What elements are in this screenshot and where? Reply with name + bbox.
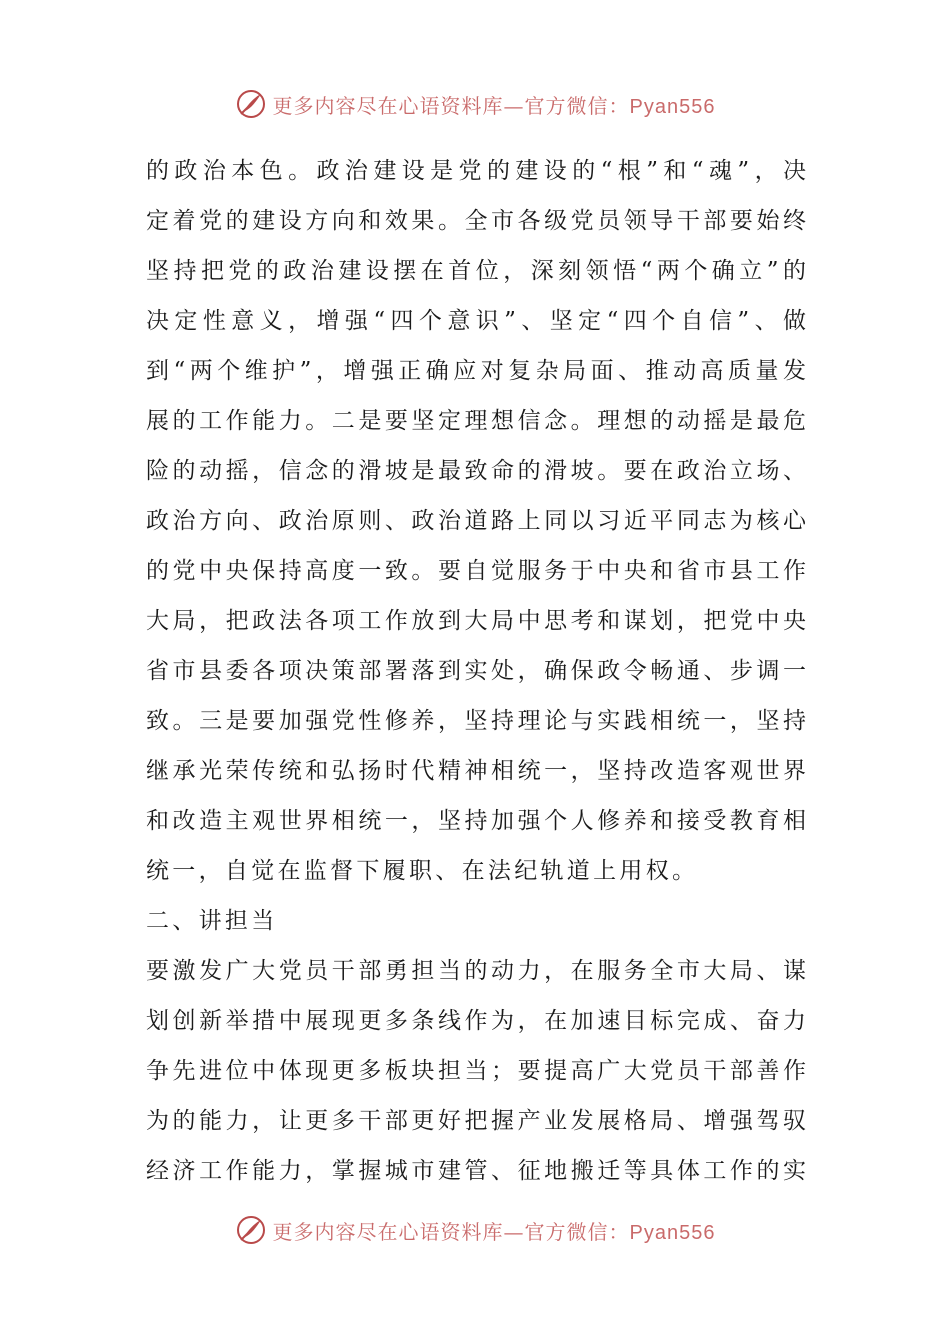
banner-text (273, 90, 716, 119)
text-line: 定着党的建设方向和效果。全市各级党员领导干部要始终 (146, 208, 806, 234)
document-body (146, 146, 806, 1196)
text-line: 要激发广大党员干部勇担当的动力，在服务全市大局、谋 (146, 958, 806, 984)
quill-logo-icon (235, 1214, 267, 1246)
text-line: 的政治本色。政治建设是党的建设的“根”和“魂”，决 (146, 158, 806, 184)
header-watermark (0, 84, 950, 124)
text-line: 省市县委各项决策部署落到实处，确保政令畅通、步调一 (146, 658, 806, 684)
text-line: 险的动摇，信念的滑坡是最致命的滑坡。要在政治立场、 (146, 458, 806, 484)
text-line: 坚持把党的政治建设摆在首位，深刻领悟“两个确立”的 (146, 258, 806, 284)
text-line: 政治方向、政治原则、政治道路上同以习近平同志为核心 (146, 508, 806, 534)
banner-text (273, 1216, 716, 1245)
text-line: 为的能力，让更多干部更好把握产业发展格局、增强驾驭 (146, 1108, 806, 1134)
text-line: 致。三是要加强党性修养，坚持理论与实践相统一，坚持 (146, 708, 806, 734)
text-line: 经济工作能力，掌握城市建管、征地搬迁等具体工作的实 (146, 1158, 806, 1184)
text-line: 和改造主观世界相统一，坚持加强个人修养和接受教育相 (146, 808, 806, 834)
banner-label: 更多内容尽在心语资料库—官方微信： (272, 1219, 630, 1244)
banner-wechat-id: Pyan556 (629, 1221, 716, 1244)
text-line: 的党中央保持高度一致。要自觉服务于中央和省市县工作 (146, 558, 806, 584)
text-line: 决定性意义，增强“四个意识”、坚定“四个自信”、做 (146, 308, 806, 334)
quill-logo-icon (235, 88, 267, 120)
footer-watermark (0, 1210, 950, 1250)
text-line: 展的工作能力。二是要坚定理想信念。理想的动摇是最危 (146, 408, 806, 434)
text-line: 统一，自觉在监督下履职、在法纪轨道上用权。 (146, 858, 699, 884)
banner-wechat-id: Pyan556 (629, 95, 716, 118)
text-line: 继承光荣传统和弘扬时代精神相统一，坚持改造客观世界 (146, 758, 806, 784)
text-line: 到“两个维护”，增强正确应对复杂局面、推动高质量发 (146, 358, 806, 384)
text-line: 划创新举措中展现更多条线作为，在加速目标完成、奋力 (146, 1008, 806, 1034)
text-line: 争先进位中体现更多板块担当；要提高广大党员干部善作 (146, 1058, 806, 1084)
section-heading: 二、讲担当 (146, 908, 278, 934)
banner-label: 更多内容尽在心语资料库—官方微信： (272, 93, 630, 118)
text-line: 大局，把政法各项工作放到大局中思考和谋划，把党中央 (146, 608, 806, 634)
